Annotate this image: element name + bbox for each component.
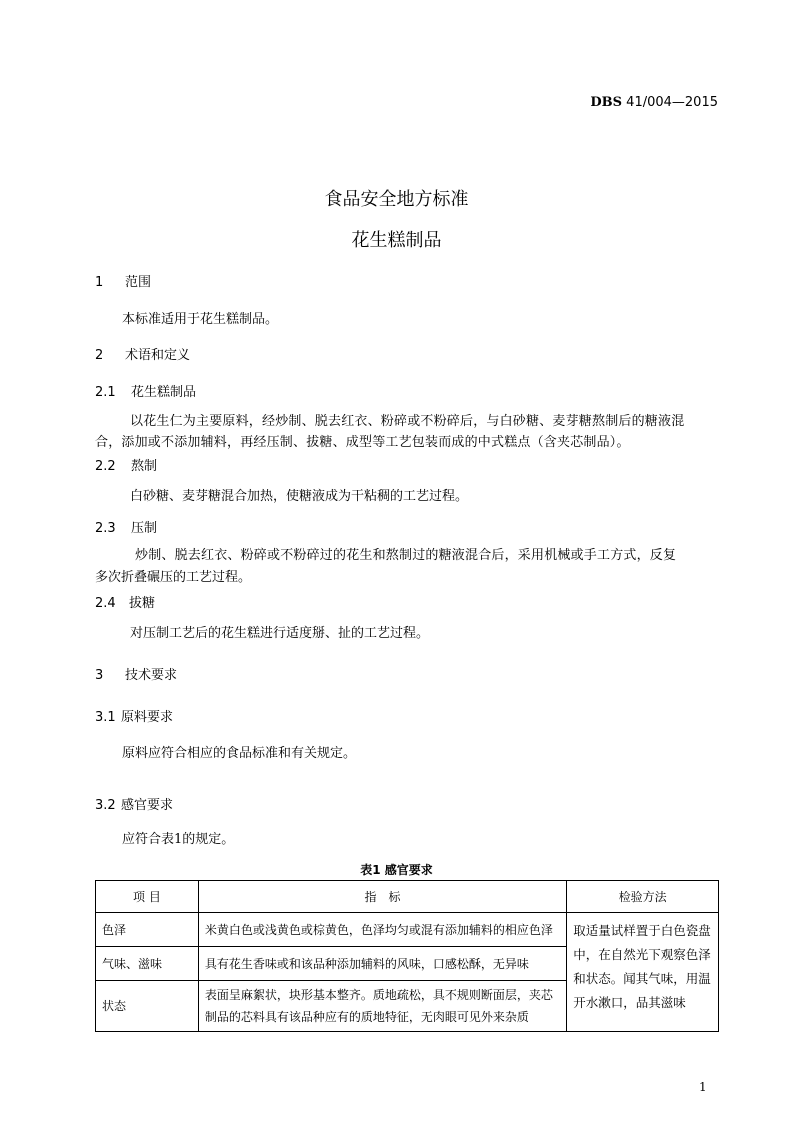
table-header-row	[96, 881, 719, 913]
test-method: 取适量试样置于白色瓷盘中，在自然光下观察色泽和状态。闻其气味，用温开水漱口，品其滋味	[567, 913, 719, 1032]
row-spec: 表面呈麻絮状，块形基本整齐。质地疏松，具不规则断面层，夹芯制品的芯料具有该品种应有的质地特征，无肉眼可见外来杂质	[198, 981, 566, 1032]
section-title: 技术要求	[125, 668, 178, 683]
section-title: 范围	[125, 275, 152, 290]
section-2-3-line1: 炒制、脱去红衣、粉碎或不粉碎过的花生和熬制过的糖液混合后，采用机械或手工方式，反复	[135, 548, 677, 563]
header-spec: 指 标	[198, 881, 566, 913]
section-number: 2	[95, 348, 104, 363]
section-title: 感官要求	[121, 798, 174, 813]
section-number: 2.4	[95, 596, 116, 611]
header-item: 项 目	[96, 881, 199, 913]
section-number: 2.2	[95, 459, 116, 474]
section-2-4-text: 对压制工艺后的花生糕进行适度掰、扯的工艺过程。	[130, 626, 430, 641]
section-title: 花生糕制品	[131, 385, 197, 400]
section-title: 压制	[131, 521, 158, 536]
code-number: 41/004—2015	[626, 95, 718, 110]
section-number: 1	[95, 275, 104, 290]
section-1-heading	[95, 274, 151, 292]
section-3-2-heading	[95, 797, 173, 815]
section-number: 3	[95, 668, 104, 683]
section-2-3-line2: 多次折叠碾压的工艺过程。	[95, 570, 252, 585]
section-2-1-line2: 合，添加或不添加辅料，再经压制、拔糖、成型等工艺包装而成的中式糕点（含夹芯制品）。	[95, 435, 630, 450]
header-method: 检验方法	[567, 881, 719, 913]
section-2-heading	[95, 347, 190, 365]
section-title: 熬制	[131, 459, 158, 474]
section-2-2-text: 白砂糖、麦芽糖混合加热，使糖液成为干粘稠的工艺过程。	[130, 489, 469, 504]
row-spec: 具有花生香味或和该品种添加辅料的风味，口感松酥，无异味	[198, 947, 566, 981]
code-prefix: DBS	[590, 95, 623, 110]
section-number: 3.2	[95, 798, 116, 813]
table-caption: 表1 感官要求	[360, 863, 433, 877]
row-item: 色泽	[96, 913, 199, 947]
section-2-1-heading	[95, 384, 196, 402]
section-number: 2.1	[95, 385, 116, 400]
section-number: 3.1	[95, 710, 116, 725]
section-2-2-heading	[95, 458, 157, 476]
section-2-4-heading	[95, 595, 155, 613]
row-item: 状态	[96, 981, 199, 1032]
section-3-2-text: 应符合表1的规定。	[122, 832, 235, 847]
section-2-1-line1: 以花生仁为主要原料，经炒制、脱去红衣、粉碎或不粉碎后，与白砂糖、麦芽糖熬制后的糖液混	[130, 414, 685, 429]
section-3-1-text: 原料应符合相应的食品标准和有关规定。	[122, 746, 357, 761]
row-item: 气味、滋味	[96, 947, 199, 981]
section-1-text: 本标准适用于花生糕制品。	[122, 312, 279, 327]
sensory-requirements-table	[95, 880, 719, 1032]
section-title: 原料要求	[121, 710, 174, 725]
doc-title: 食品安全地方标准	[324, 189, 469, 210]
section-title: 拔糖	[129, 596, 156, 611]
section-title: 术语和定义	[125, 348, 191, 363]
row-spec: 米黄白色或浅黄色或棕黄色，色泽均匀或混有添加辅料的相应色泽	[198, 913, 566, 947]
section-3-heading	[95, 667, 177, 685]
section-3-1-heading	[95, 709, 173, 727]
table-row	[96, 913, 719, 947]
section-2-3-heading	[95, 520, 157, 538]
section-number: 2.3	[95, 521, 116, 536]
page-number: 1	[699, 1080, 707, 1094]
doc-subtitle: 花生糕制品	[351, 230, 442, 251]
standard-code	[590, 94, 718, 112]
